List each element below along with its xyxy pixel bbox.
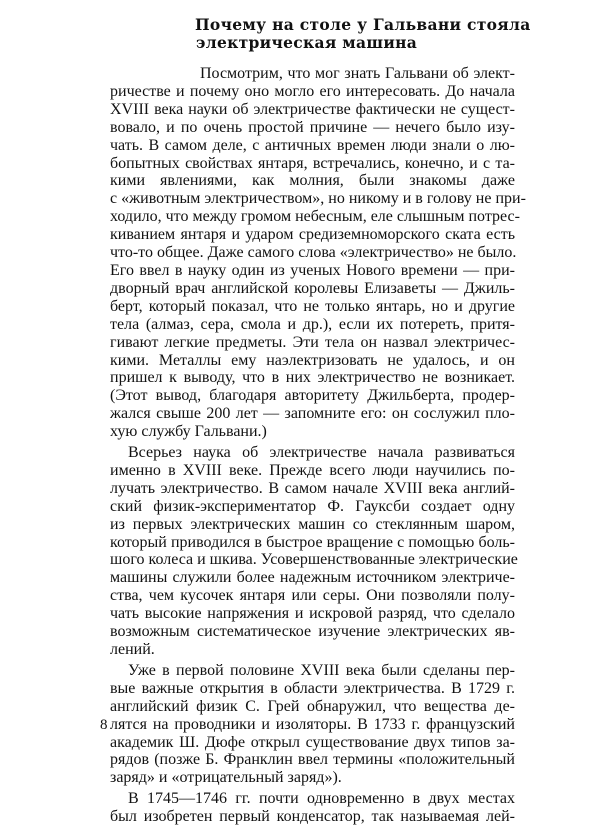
text-line: Всерьез наука об электричестве начала развиваться <box>128 444 515 462</box>
paragraph <box>110 662 515 787</box>
text-line: был изобретен первый конденсатор, так называемая лей- <box>110 808 515 826</box>
section-heading <box>195 15 531 52</box>
text-line: пришел к выводу, что в них электричество не возникает. <box>110 369 515 387</box>
text-line: ский физик-экспериментатор Ф. Гауксби создает одну <box>110 497 515 515</box>
text-line: Его ввел в науку один из ученых Нового времени — при- <box>110 261 515 279</box>
text-line: Уже в первой половине XVIII века были сделаны пер- <box>128 661 515 679</box>
text-line: вые важные открытия в области электричества. В 1729 г. <box>110 679 515 697</box>
body-text <box>110 65 526 826</box>
heading-line: электрическая машина <box>196 33 418 52</box>
text-line: который приводился в быстрое вращение с помощью боль- <box>110 533 515 551</box>
text-line: В 1745—1746 гг. почти одновременно в двух местах <box>128 790 515 808</box>
text-line: английский физик С. Грей обнаружил, что вещества де- <box>110 697 515 715</box>
text-line: бопытных свойствах янтаря, встречались, конечно, и с та- <box>110 154 515 172</box>
text-line: хую службу Гальвани.) <box>110 423 267 441</box>
text-line: что-то общее. Даже самого слова «электричество» не было. <box>110 244 517 262</box>
text-line: лятся на проводники и изоляторы. В 1733 г. французский <box>110 715 515 733</box>
text-line: чать. В самом деле, с античных времен люди знали о лю- <box>110 136 515 154</box>
text-line: дворный врач английской королевы Елизаветы — Джиль- <box>110 279 515 297</box>
text-line: тела (алмаз, сера, смола и др.), если их потереть, притя- <box>110 315 515 333</box>
text-line: ричестве и почему оно могло его интересовать. До начала <box>110 82 515 100</box>
paragraph <box>110 444 518 659</box>
text-line: лучать электричество. В самом начале XVIII века англий- <box>110 479 515 497</box>
paragraph <box>110 65 526 441</box>
text-line: ства, чем кусочек янтаря или серы. Они позволяли полу- <box>110 587 515 605</box>
text-line: из первых электрических машин со стеклянным шаром, <box>110 515 515 533</box>
text-line: возможным систематическое изучение электрических яв- <box>110 623 515 641</box>
text-line: заряд» и «отрицательный заряд»). <box>110 769 342 787</box>
text-line: машины служили более надежным источником электриче- <box>110 569 515 587</box>
text-line: лений. <box>110 641 155 658</box>
text-line: кими явлениями, как молния, были знакомы даже <box>110 172 515 190</box>
text-line: киванием янтаря и ударом средиземноморского ската есть <box>110 226 515 244</box>
text-line: берт, который показал, что не только янтарь, но и другие <box>110 297 515 315</box>
page-number: 8 <box>100 717 108 733</box>
text-line: ходило, что между громом небесным, еле слышным потрес- <box>110 208 520 226</box>
paragraph <box>110 790 515 826</box>
text-line: кими. Металлы ему наэлектризовать не удалось, и он <box>110 351 515 369</box>
text-line: рядов (позже Б. Франклин ввел термины «положительный <box>110 751 515 769</box>
text-line: академик Ш. Дюфе открыл существование двух типов за- <box>110 733 515 751</box>
text-line: XVIII века науки об электричестве фактически не сущест- <box>110 100 515 118</box>
text-line: с «животным электричеством», но никому и в голову не при- <box>110 190 526 208</box>
text-line: чать высокие напряжения и искровой разряд, что сделало <box>110 605 515 623</box>
text-line: именно в XVIII веке. Прежде всего люди научились по- <box>110 461 515 479</box>
text-line: Посмотрим, что мог знать Гальвани об элект- <box>200 65 515 82</box>
text-line: шого колеса и шкива. Усовершенствованные электрические <box>110 551 518 569</box>
text-line: (Этот вывод, благодаря авторитету Джильберта, продер- <box>110 387 515 405</box>
text-line: гивают легкие предметы. Эти тела он назвал электричес- <box>110 333 515 351</box>
text-line: вовало, и по очень простой причине — нечего было изу- <box>110 118 515 136</box>
heading-line: Почему на столе у Гальвани стояла <box>195 15 531 34</box>
text-line: жался свыше 200 лет — запомните его: он сослужил пло- <box>110 405 515 423</box>
